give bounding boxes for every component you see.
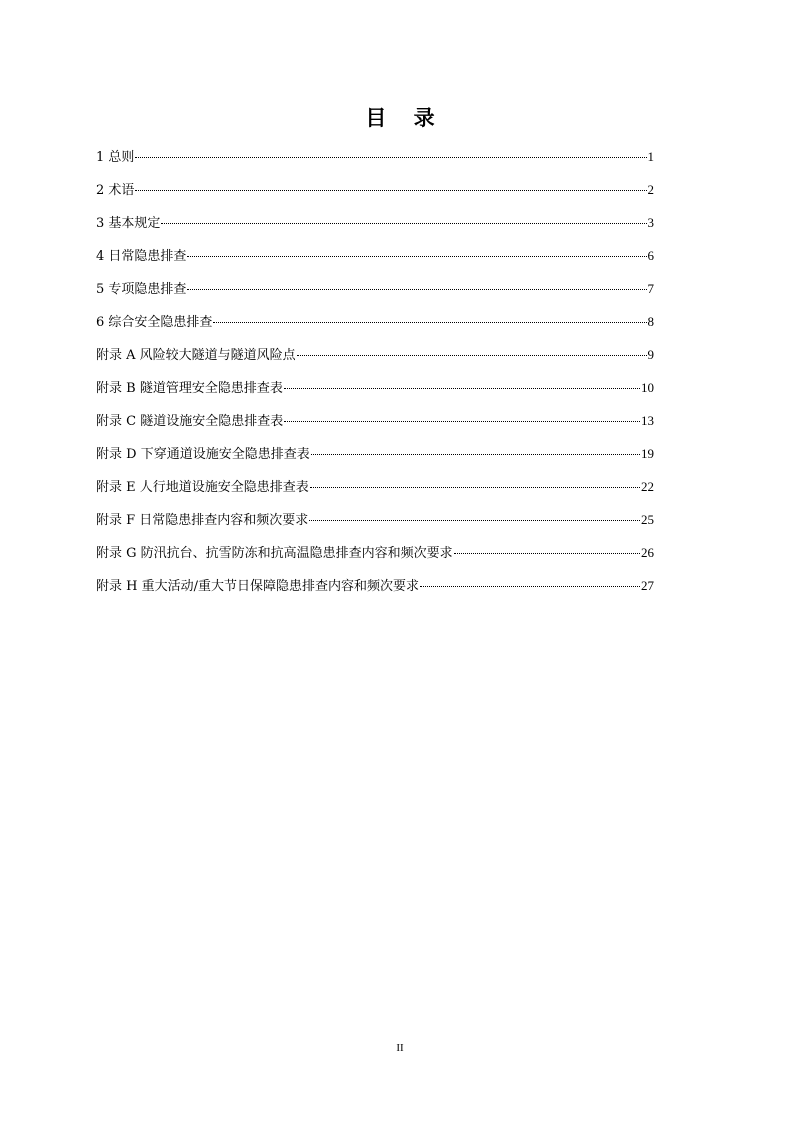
toc-entry-label: 4 日常隐患排查 (96, 249, 187, 264)
toc-entry-page: 25 (641, 512, 654, 527)
toc-dot-leader (454, 553, 640, 554)
toc-entry[interactable] (96, 245, 654, 278)
toc-dot-leader (297, 355, 647, 356)
toc-dot-leader (284, 388, 640, 389)
toc-entry[interactable] (96, 311, 654, 344)
toc-entry-page: 6 (647, 248, 654, 263)
toc-entry[interactable] (96, 410, 654, 443)
toc-entry-label: 附录 G 防汛抗台、抗雪防冻和抗高温隐患排查内容和频次要求 (96, 546, 453, 561)
toc-entry[interactable] (96, 179, 654, 212)
toc-entry-label: 附录 C 隧道设施安全隐患排查表 (96, 414, 284, 429)
toc-entry-label: 1 总则 (96, 150, 135, 165)
toc-entry[interactable] (96, 575, 654, 608)
toc-dot-leader (420, 586, 640, 587)
toc-entry-page: 1 (647, 149, 654, 164)
toc-dot-leader (309, 520, 640, 521)
toc-entry[interactable] (96, 443, 654, 476)
toc-entry-page: 10 (641, 380, 654, 395)
toc-entry-page: 26 (641, 545, 654, 560)
toc-entry-label: 5 专项隐患排查 (96, 282, 187, 297)
toc-entry-label: 6 综合安全隐患排查 (96, 315, 213, 330)
toc-dot-leader (284, 421, 640, 422)
toc-dot-leader (135, 157, 646, 158)
toc-dot-leader (187, 289, 646, 290)
toc-dot-leader (135, 190, 646, 191)
toc-dot-leader (187, 256, 646, 257)
toc-entry[interactable] (96, 476, 654, 509)
toc-entry[interactable] (96, 542, 654, 575)
toc-entry[interactable] (96, 509, 654, 542)
toc-entry-page: 2 (647, 182, 654, 197)
toc-entry-page: 8 (647, 314, 654, 329)
toc-dot-leader (311, 454, 640, 455)
toc-entry-label: 3 基本规定 (96, 216, 161, 231)
toc-entry-label: 附录 F 日常隐患排查内容和频次要求 (96, 513, 309, 528)
toc-entry-page: 3 (647, 215, 654, 230)
toc-entry-label: 附录 H 重大活动/重大节日保障隐患排查内容和频次要求 (96, 579, 419, 594)
toc-entry-label: 附录 A 风险较大隧道与隧道风险点 (96, 348, 296, 363)
page-number: II (396, 1042, 404, 1054)
toc-entry[interactable] (96, 344, 654, 377)
toc-entry[interactable] (96, 377, 654, 410)
page-title: 目 录 (365, 105, 445, 130)
toc-entry[interactable] (96, 278, 654, 311)
toc-entry-page: 19 (641, 446, 654, 461)
toc-entry[interactable] (96, 146, 654, 179)
toc-entry-label: 2 术语 (96, 183, 135, 198)
toc-dot-leader (310, 487, 640, 488)
toc-entry-page: 7 (647, 281, 654, 296)
toc-entry[interactable] (96, 212, 654, 245)
toc-entry-page: 22 (641, 479, 654, 494)
toc-entry-page: 27 (641, 578, 654, 593)
toc-entry-page: 9 (647, 347, 654, 362)
toc-entry-label: 附录 D 下穿通道设施安全隐患排查表 (96, 447, 310, 462)
toc-entry-label: 附录 E 人行地道设施安全隐患排查表 (96, 480, 309, 495)
table-of-contents (96, 146, 654, 608)
toc-entry-page: 13 (641, 413, 654, 428)
toc-dot-leader (161, 223, 646, 224)
toc-entry-label: 附录 B 隧道管理安全隐患排查表 (96, 381, 283, 396)
toc-dot-leader (213, 322, 646, 323)
